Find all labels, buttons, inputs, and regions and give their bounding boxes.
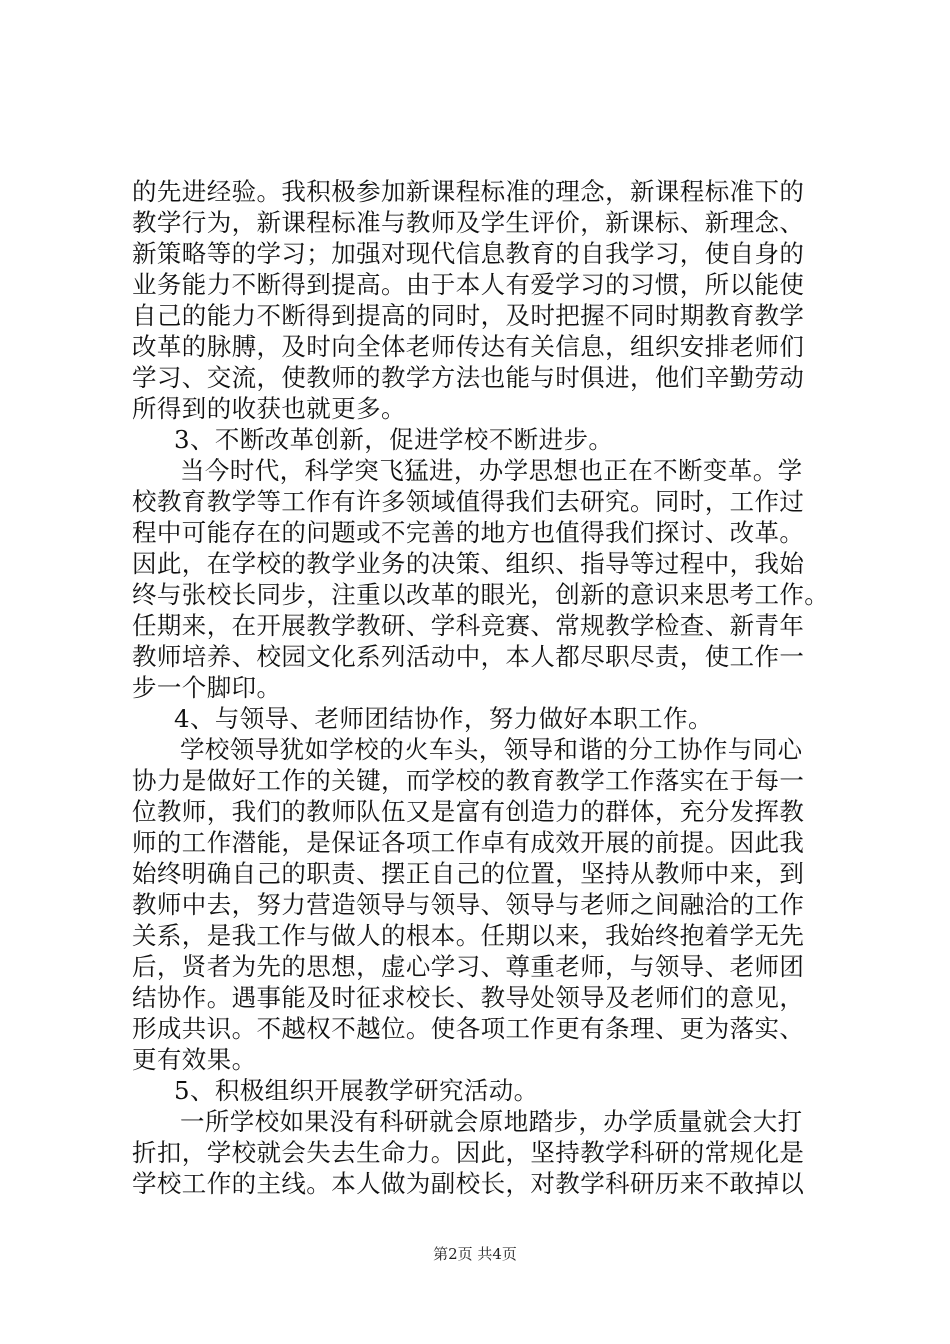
text-line: 新策略等的学习；加强对现代信息教育的自我学习，使自身的 [132,239,805,268]
section-heading: 5、积极组织开展教学研究活动。 [174,1076,539,1105]
text-line: 自己的能力不断得到提高的同时，及时把握不同时期教育教学 [132,301,805,330]
text-line: 折扣，学校就会失去生命力。因此，坚持教学科研的常规化是 [132,1138,805,1167]
text-line: 因此，在学校的教学业务的决策、组织、指导等过程中，我始 [132,549,805,578]
text-line: 程中可能存在的问题或不完善的地方也值得我们探讨、改革。 [132,518,805,547]
text-line: 校教育教学等工作有许多领域值得我们去研究。同时，工作过 [132,487,805,516]
text-line: 教师中去，努力营造领导与领导、领导与老师之间融洽的工作 [132,890,805,919]
text-line: 任期来，在开展教学教研、学科竞赛、常规教学检查、新青年 [132,611,805,640]
text-line: 更有效果。 [132,1045,257,1074]
page-number-footer: 第2页 共4页 [433,1245,517,1263]
text-line: 学习、交流，使教师的教学方法也能与时俱进，他们辛勤劳动 [132,363,805,392]
text-line: 关系，是我工作与做人的根本。任期以来，我始终抱着学无先 [132,921,805,950]
text-line: 改革的脉膊，及时向全体老师传达有关信息，组织安排老师们 [132,332,805,361]
text-line: 后，贤者为先的思想，虚心学习、尊重老师，与领导、老师团 [132,952,805,981]
text-line: 教学行为，新课程标准与教师及学生评价，新课标、新理念、 [132,208,805,237]
text-line: 结协作。遇事能及时征求校长、教导处领导及老师们的意见， [132,983,805,1012]
section-heading: 3、不断改革创新，促进学校不断进步。 [174,425,614,454]
text-line: 始终明确自己的职责、摆正自己的位置，坚持从教师中来，到 [132,859,805,888]
text-line: 师的工作潜能，是保证各项工作卓有成效开展的前提。因此我 [132,828,805,857]
text-line: 形成共识。不越权不越位。使各项工作更有条理、更为落实、 [132,1014,805,1043]
text-line: 教师培养、校园文化系列活动中，本人都尽职尽责，使工作一 [132,642,805,671]
text-line: 业务能力不断得到提高。由于本人有爱学习的习惯，所以能使 [132,270,805,299]
text-line: 终与张校长同步，注重以改革的眼光，创新的意识来思考工作。 [132,580,830,609]
text-line: 所得到的收获也就更多。 [132,394,406,423]
text-line: 协力是做好工作的关键，而学校的教育教学工作落实在于每一 [132,766,805,795]
text-line: 位教师，我们的教师队伍又是富有创造力的群体，充分发挥教 [132,797,805,826]
text-line: 学校领导犹如学校的火车头，领导和谐的分工协作与同心 [180,735,803,764]
text-line: 的先进经验。我积极参加新课程标准的理念，新课程标准下的 [132,177,805,206]
text-line: 步一个脚印。 [132,673,282,702]
text-line: 当今时代，科学突飞猛进，办学思想也正在不断变革。学 [180,456,803,485]
text-line: 一所学校如果没有科研就会原地踏步，办学质量就会大打 [180,1107,803,1136]
text-line: 学校工作的主线。本人做为副校长，对教学科研历来不敢掉以 [132,1169,805,1198]
section-heading: 4、与领导、老师团结协作，努力做好本职工作。 [174,704,713,733]
